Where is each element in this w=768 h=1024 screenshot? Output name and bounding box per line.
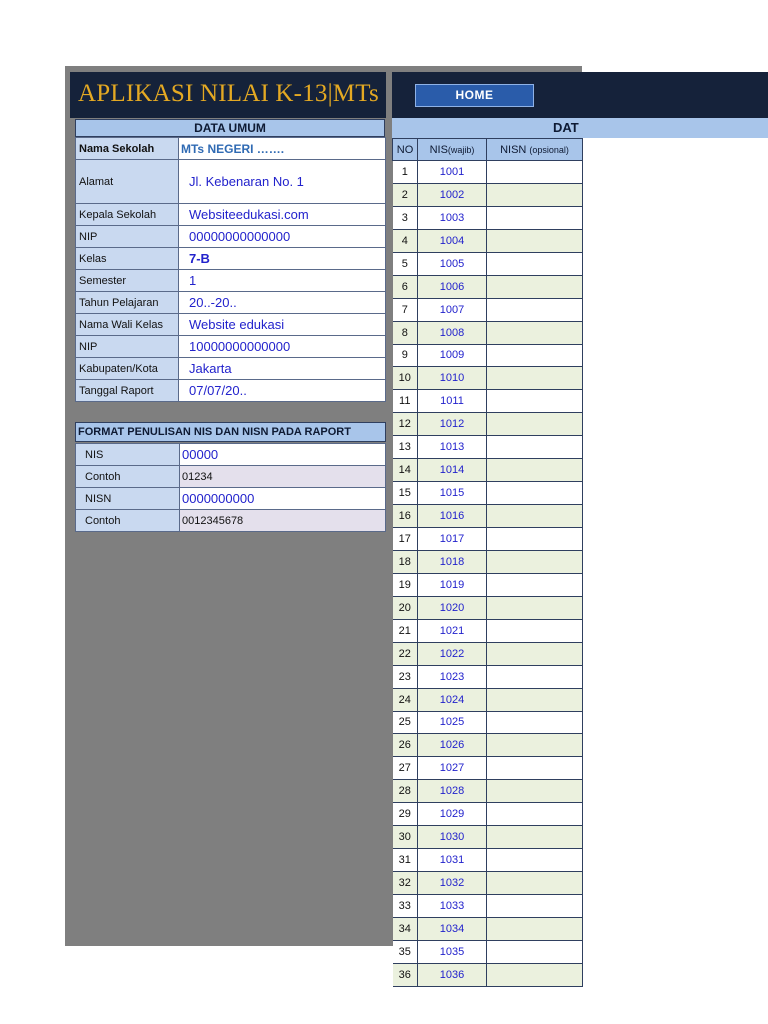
student-nis-cell[interactable]: 1025 — [418, 711, 487, 734]
student-row — [393, 298, 583, 321]
student-no: 23 — [393, 665, 418, 688]
student-row — [393, 849, 583, 872]
student-nisn-cell[interactable] — [487, 963, 583, 986]
student-nis-cell[interactable]: 1022 — [418, 642, 487, 665]
format-label: Contoh — [76, 510, 180, 532]
student-nisn-cell[interactable] — [487, 619, 583, 642]
student-nis-cell[interactable]: 1027 — [418, 757, 487, 780]
student-no: 21 — [393, 619, 418, 642]
student-no: 10 — [393, 367, 418, 390]
student-nisn-cell[interactable] — [487, 573, 583, 596]
format-example: 0012345678 — [180, 510, 386, 532]
student-nisn-cell[interactable] — [487, 849, 583, 872]
data-umum-row — [76, 380, 386, 402]
student-nis-cell[interactable]: 1007 — [418, 298, 487, 321]
format-value[interactable]: 0000000000 — [180, 488, 386, 510]
student-nisn-cell[interactable] — [487, 436, 583, 459]
student-table — [392, 138, 583, 987]
data-umum-value[interactable]: 7-B — [179, 248, 386, 270]
header-nis — [418, 139, 487, 161]
student-no: 15 — [393, 482, 418, 505]
student-nis-cell[interactable]: 1024 — [418, 688, 487, 711]
student-row — [393, 895, 583, 918]
student-no: 34 — [393, 917, 418, 940]
app-title: APLIKASI NILAI K-13|MTs — [78, 80, 379, 107]
format-row — [76, 444, 386, 466]
data-umum-label: Tanggal Raport — [76, 380, 179, 402]
student-no: 14 — [393, 459, 418, 482]
student-nis-cell[interactable]: 1008 — [418, 321, 487, 344]
student-nis-cell[interactable]: 1021 — [418, 619, 487, 642]
student-row — [393, 252, 583, 275]
data-umum-row — [76, 160, 386, 204]
student-nis-cell[interactable]: 1026 — [418, 734, 487, 757]
student-nis-cell[interactable]: 1017 — [418, 528, 487, 551]
student-no: 2 — [393, 183, 418, 206]
data-umum-value[interactable]: 1 — [179, 270, 386, 292]
student-nisn-cell[interactable] — [487, 528, 583, 551]
student-no: 18 — [393, 550, 418, 573]
student-row — [393, 390, 583, 413]
student-row — [393, 803, 583, 826]
student-nisn-cell[interactable] — [487, 665, 583, 688]
student-table-header-row — [393, 139, 583, 161]
student-nisn-cell[interactable] — [487, 321, 583, 344]
student-nis-cell[interactable]: 1011 — [418, 390, 487, 413]
student-row — [393, 275, 583, 298]
student-nisn-cell[interactable] — [487, 734, 583, 757]
home-button[interactable]: HOME — [415, 84, 534, 107]
header-nisn-label: NISN — [500, 143, 527, 156]
student-row — [393, 642, 583, 665]
student-no: 30 — [393, 826, 418, 849]
data-umum-label: Semester — [76, 270, 179, 292]
student-nis-cell[interactable]: 1029 — [418, 803, 487, 826]
student-no: 20 — [393, 596, 418, 619]
format-value[interactable]: 00000 — [180, 444, 386, 466]
student-nis-cell[interactable]: 1031 — [418, 849, 487, 872]
data-umum-row — [76, 336, 386, 358]
student-no: 3 — [393, 206, 418, 229]
student-no: 9 — [393, 344, 418, 367]
student-nis-cell[interactable]: 1001 — [418, 161, 487, 184]
student-nisn-cell[interactable] — [487, 803, 583, 826]
data-umum-row — [76, 270, 386, 292]
data-umum-value[interactable]: Websiteedukasi.com — [179, 204, 386, 226]
student-nisn-cell[interactable] — [487, 344, 583, 367]
student-row — [393, 711, 583, 734]
student-nis-cell[interactable]: 1033 — [418, 895, 487, 918]
data-umum-value[interactable]: Website edukasi — [179, 314, 386, 336]
data-umum-value[interactable]: 20..-20.. — [179, 292, 386, 314]
student-row — [393, 780, 583, 803]
student-no: 13 — [393, 436, 418, 459]
student-nisn-cell[interactable] — [487, 780, 583, 803]
student-row — [393, 963, 583, 986]
student-row — [393, 505, 583, 528]
student-nisn-cell[interactable] — [487, 757, 583, 780]
data-umum-label: Nama Wali Kelas — [76, 314, 179, 336]
student-nis-cell[interactable]: 1032 — [418, 872, 487, 895]
data-umum-label: Kabupaten/Kota — [76, 358, 179, 380]
data-umum-label: Nama Sekolah — [76, 138, 179, 160]
data-umum-label: NIP — [76, 336, 179, 358]
format-table — [75, 443, 386, 532]
data-umum-label: Alamat — [76, 160, 179, 204]
student-no: 22 — [393, 642, 418, 665]
student-nis-cell[interactable]: 1014 — [418, 459, 487, 482]
student-no: 29 — [393, 803, 418, 826]
student-nis-cell[interactable]: 1010 — [418, 367, 487, 390]
data-umum-row — [76, 248, 386, 270]
right-section-label: DAT — [553, 120, 579, 135]
data-umum-value[interactable]: 07/07/20.. — [179, 380, 386, 402]
student-no: 33 — [393, 895, 418, 918]
student-row — [393, 321, 583, 344]
student-nisn-cell[interactable] — [487, 895, 583, 918]
format-example: 01234 — [180, 466, 386, 488]
student-nisn-cell[interactable] — [487, 459, 583, 482]
data-umum-row — [76, 314, 386, 336]
student-row — [393, 596, 583, 619]
student-nis-cell[interactable]: 1034 — [418, 917, 487, 940]
student-no: 6 — [393, 275, 418, 298]
student-row — [393, 573, 583, 596]
student-row — [393, 206, 583, 229]
data-umum-row — [76, 204, 386, 226]
format-label: NIS — [76, 444, 180, 466]
student-row — [393, 665, 583, 688]
student-row — [393, 229, 583, 252]
student-row — [393, 528, 583, 551]
student-no: 31 — [393, 849, 418, 872]
student-nis-cell[interactable]: 1002 — [418, 183, 487, 206]
student-nis-cell[interactable]: 1036 — [418, 963, 487, 986]
data-umum-table — [75, 137, 386, 402]
student-nisn-cell[interactable] — [487, 688, 583, 711]
student-nis-cell[interactable]: 1003 — [418, 206, 487, 229]
student-no: 5 — [393, 252, 418, 275]
data-umum-row — [76, 138, 386, 160]
student-row — [393, 688, 583, 711]
student-nisn-cell[interactable] — [487, 940, 583, 963]
student-nis-cell[interactable]: 1013 — [418, 436, 487, 459]
student-no: 7 — [393, 298, 418, 321]
student-nis-cell[interactable]: 1015 — [418, 482, 487, 505]
student-nisn-cell[interactable] — [487, 275, 583, 298]
student-nisn-cell[interactable] — [487, 642, 583, 665]
student-nis-cell[interactable]: 1035 — [418, 940, 487, 963]
format-row — [76, 488, 386, 510]
data-umum-label: Kelas — [76, 248, 179, 270]
header-nisn — [487, 139, 583, 161]
format-header: FORMAT PENULISAN NIS DAN NISN PADA RAPORT — [75, 422, 386, 442]
student-nis-cell[interactable]: 1006 — [418, 275, 487, 298]
student-row — [393, 917, 583, 940]
student-row — [393, 550, 583, 573]
student-row — [393, 872, 583, 895]
data-umum-row — [76, 226, 386, 248]
data-umum-value[interactable]: Jl. Kebenaran No. 1 — [179, 160, 386, 204]
student-row — [393, 757, 583, 780]
student-no: 12 — [393, 413, 418, 436]
data-umum-label: Tahun Pelajaran — [76, 292, 179, 314]
student-row — [393, 183, 583, 206]
student-no: 4 — [393, 229, 418, 252]
student-nisn-cell[interactable] — [487, 596, 583, 619]
student-no: 32 — [393, 872, 418, 895]
student-nis-cell[interactable]: 1019 — [418, 573, 487, 596]
student-nis-cell[interactable]: 1020 — [418, 596, 487, 619]
data-umum-value[interactable]: 00000000000000 — [179, 226, 386, 248]
student-nisn-cell[interactable] — [487, 252, 583, 275]
student-nisn-cell[interactable] — [487, 711, 583, 734]
student-row — [393, 344, 583, 367]
header-nisn-note: (opsional) — [529, 144, 569, 155]
format-label: Contoh — [76, 466, 180, 488]
data-umum-row — [76, 358, 386, 380]
student-nisn-cell[interactable] — [487, 367, 583, 390]
student-nisn-cell[interactable] — [487, 161, 583, 184]
student-nis-cell[interactable]: 1023 — [418, 665, 487, 688]
student-row — [393, 413, 583, 436]
student-no: 1 — [393, 161, 418, 184]
data-umum-value[interactable]: MTs NEGERI ……. — [179, 138, 386, 160]
student-nis-cell[interactable]: 1004 — [418, 229, 487, 252]
student-no: 8 — [393, 321, 418, 344]
student-row — [393, 459, 583, 482]
student-row — [393, 482, 583, 505]
student-nisn-cell[interactable] — [487, 206, 583, 229]
data-umum-row — [76, 292, 386, 314]
student-row — [393, 826, 583, 849]
student-nisn-cell[interactable] — [487, 229, 583, 252]
student-nisn-cell[interactable] — [487, 298, 583, 321]
student-nis-cell[interactable]: 1018 — [418, 550, 487, 573]
header-nis-note: (wajib) — [447, 144, 475, 155]
data-umum-value[interactable]: 10000000000000 — [179, 336, 386, 358]
student-no: 27 — [393, 757, 418, 780]
student-nis-cell[interactable]: 1030 — [418, 826, 487, 849]
header-nis-label: NIS — [429, 143, 448, 156]
data-umum-header: DATA UMUM — [75, 119, 385, 137]
student-no: 35 — [393, 940, 418, 963]
student-no: 25 — [393, 711, 418, 734]
student-nis-cell[interactable]: 1016 — [418, 505, 487, 528]
student-nisn-cell[interactable] — [487, 482, 583, 505]
student-no: 17 — [393, 528, 418, 551]
student-nisn-cell[interactable] — [487, 826, 583, 849]
student-no: 16 — [393, 505, 418, 528]
format-label: NISN — [76, 488, 180, 510]
student-nisn-cell[interactable] — [487, 550, 583, 573]
student-row — [393, 940, 583, 963]
right-section-band — [392, 118, 768, 138]
data-umum-label: NIP — [76, 226, 179, 248]
student-row — [393, 734, 583, 757]
student-row — [393, 619, 583, 642]
student-no: 26 — [393, 734, 418, 757]
data-umum-label: Kepala Sekolah — [76, 204, 179, 226]
student-nisn-cell[interactable] — [487, 413, 583, 436]
student-row — [393, 367, 583, 390]
student-row — [393, 436, 583, 459]
student-nisn-cell[interactable] — [487, 917, 583, 940]
student-nisn-cell[interactable] — [487, 390, 583, 413]
format-row — [76, 466, 386, 488]
student-no: 19 — [393, 573, 418, 596]
header-no: NO — [393, 139, 418, 161]
format-row — [76, 510, 386, 532]
student-no: 28 — [393, 780, 418, 803]
student-nis-cell[interactable]: 1009 — [418, 344, 487, 367]
data-umum-value[interactable]: Jakarta — [179, 358, 386, 380]
student-no: 24 — [393, 688, 418, 711]
student-nis-cell[interactable]: 1005 — [418, 252, 487, 275]
student-nis-cell[interactable]: 1012 — [418, 413, 487, 436]
student-no: 11 — [393, 390, 418, 413]
student-nisn-cell[interactable] — [487, 872, 583, 895]
student-nisn-cell[interactable] — [487, 505, 583, 528]
student-nis-cell[interactable]: 1028 — [418, 780, 487, 803]
student-no: 36 — [393, 963, 418, 986]
student-row — [393, 161, 583, 184]
student-nisn-cell[interactable] — [487, 183, 583, 206]
